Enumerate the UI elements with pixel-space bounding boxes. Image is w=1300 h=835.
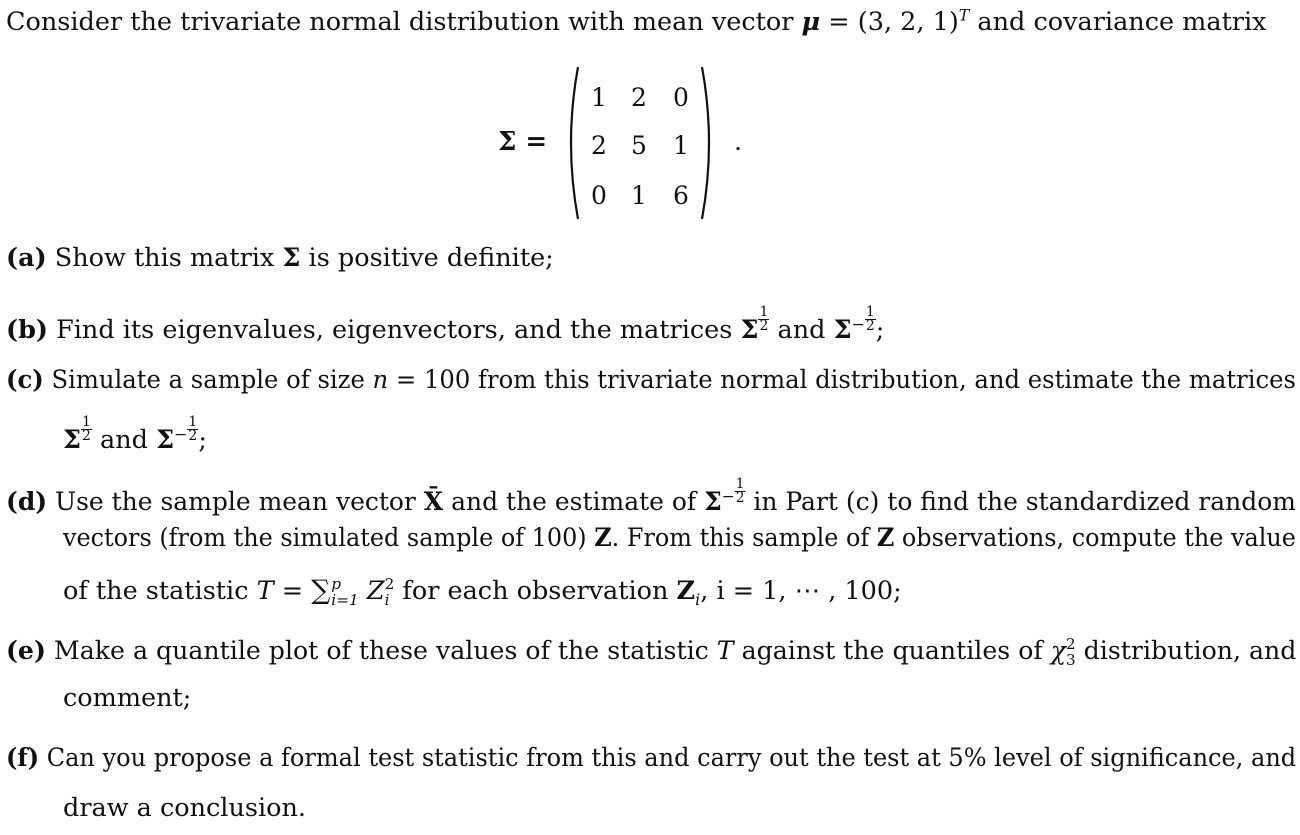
part-c xyxy=(6,365,1296,395)
chi-sup: 2 xyxy=(1066,635,1076,653)
matrix-lhs: Σ = xyxy=(498,127,548,157)
part-e-label: (e) xyxy=(6,636,46,667)
part-c-and: and xyxy=(91,425,157,456)
part-c-label: (c) xyxy=(6,365,44,395)
part-f-line2 xyxy=(63,793,306,823)
frac-den: 2 xyxy=(188,428,198,445)
frac-den: 2 xyxy=(865,318,875,335)
sum-symbol: ∑ xyxy=(311,575,331,607)
matrix-cell: 2 xyxy=(591,131,607,160)
part-d-line3-c: , i = 1, ⋯ , 100; xyxy=(700,576,902,607)
chi-symbol: χ xyxy=(1050,636,1067,667)
half-exponent xyxy=(758,306,769,334)
part-c-text: Simulate a sample of size xyxy=(43,365,373,395)
neg-sign: − xyxy=(174,424,188,444)
n-symbol: n xyxy=(372,365,389,395)
half-exponent xyxy=(865,306,876,334)
frac-num: 1 xyxy=(188,414,198,430)
matrix-cell: 1 xyxy=(673,131,689,160)
part-d-line3-b: for each observation xyxy=(394,576,677,607)
part-f-label: (f) xyxy=(6,743,40,773)
matrix-cell: 0 xyxy=(673,83,689,112)
part-d-label: (d) xyxy=(6,487,48,518)
part-f xyxy=(6,743,1297,773)
chi-sub: 3 xyxy=(1066,651,1076,670)
frac-den: 2 xyxy=(759,318,769,335)
xbar-symbol: X̄ xyxy=(423,487,444,518)
part-d-line2 xyxy=(63,523,1296,553)
sigma-symbol: Σ xyxy=(740,315,759,346)
equals-sign: = xyxy=(273,576,312,607)
part-d xyxy=(6,478,1296,516)
t-symbol: T xyxy=(716,636,734,667)
sum-limits xyxy=(331,576,358,608)
sigma-symbol: Σ xyxy=(63,425,82,456)
part-b-text: Find its eigenvalues, eigenvectors, and the matrices xyxy=(47,315,741,346)
matrix-cell: 0 xyxy=(591,181,607,210)
z-symbol: Z xyxy=(676,576,696,607)
right-paren xyxy=(698,63,718,223)
left-paren xyxy=(562,63,582,223)
part-d-line2-b: . From this sample of xyxy=(611,523,877,553)
part-e-line2 xyxy=(63,683,192,713)
part-a xyxy=(6,243,554,273)
part-b-and: and xyxy=(769,315,834,346)
intro-text-a: Consider the trivariate normal distribution with mean vector xyxy=(6,7,802,37)
matrix-cell: 6 xyxy=(673,181,689,210)
z-symbol: Z xyxy=(876,523,895,553)
frac-den: 2 xyxy=(735,490,745,507)
i-sub: i xyxy=(695,590,701,610)
frac-num: 1 xyxy=(735,476,745,492)
sum-upper: p xyxy=(331,575,342,593)
frac-num: 1 xyxy=(759,304,769,320)
part-d-line2-c: observations, compute the value xyxy=(894,523,1296,553)
part-c-text-b: = 100 from this trivariate normal distribution, and estimate the matrices xyxy=(388,365,1296,395)
part-b-label: (b) xyxy=(6,315,48,346)
part-b xyxy=(6,306,884,344)
part-a-text: Show this matrix xyxy=(46,243,283,273)
intro-line xyxy=(6,5,1267,37)
half-exponent xyxy=(187,416,198,444)
sigma-symbol: Σ xyxy=(282,243,301,273)
transpose-sup: T xyxy=(958,5,970,25)
matrix-period: . xyxy=(734,127,743,157)
mu-symbol: μ xyxy=(801,7,821,37)
intro-text-b: and covariance matrix xyxy=(969,7,1267,37)
part-e xyxy=(6,636,1296,668)
mean-vector: = (3, 2, 1) xyxy=(820,7,959,37)
frac-den: 2 xyxy=(82,428,91,445)
part-e-text: Make a quantile plot of these values of the statistic xyxy=(45,636,717,667)
part-e-line2-text: comment; xyxy=(63,683,192,713)
matrix-cell: 1 xyxy=(631,181,647,210)
sum-lower: i=1 xyxy=(331,591,359,610)
part-a-text-end: is positive definite; xyxy=(300,243,554,273)
part-d-line2-a: vectors (from the simulated sample of 100) xyxy=(63,523,595,553)
matrix-cell: 2 xyxy=(631,83,647,112)
frac-num: 1 xyxy=(865,304,875,320)
matrix-cell: 5 xyxy=(631,131,647,160)
part-f-text: Can you propose a formal test statistic from this and carry out the test at 5% level of significance, and xyxy=(39,743,1297,773)
i-sub: i xyxy=(384,591,390,610)
part-b-end: ; xyxy=(875,315,885,346)
square-sup: 2 xyxy=(384,575,395,593)
part-c-end: ; xyxy=(198,425,207,456)
t-symbol: T xyxy=(256,576,274,607)
chi-scripts xyxy=(1066,636,1076,668)
zi-symbol: Z xyxy=(366,576,385,607)
half-exponent xyxy=(81,416,92,444)
part-e-text-c: distribution, and xyxy=(1075,636,1297,667)
half-exponent xyxy=(735,478,746,506)
part-d-line3-a: of the statistic xyxy=(63,576,257,607)
neg-sign: − xyxy=(721,486,735,506)
part-d-text: Use the sample mean vector xyxy=(47,487,424,518)
part-d-text-b: and the estimate of xyxy=(443,487,705,518)
z-symbol: Z xyxy=(594,523,612,553)
part-d-line3 xyxy=(63,576,902,608)
part-a-label: (a) xyxy=(6,243,47,273)
part-f-line2-text: draw a conclusion. xyxy=(63,793,306,823)
part-c-line2 xyxy=(63,416,207,454)
covariance-matrix xyxy=(498,63,758,223)
sigma-symbol: Σ xyxy=(156,425,175,456)
sigma-symbol: Σ xyxy=(833,315,852,346)
zi-scripts xyxy=(385,576,395,608)
frac-num: 1 xyxy=(82,414,91,430)
sigma-symbol: Σ xyxy=(704,487,722,518)
matrix-cell: 1 xyxy=(591,83,607,112)
part-d-text-c: in Part (c) to find the standardized random xyxy=(745,487,1296,518)
part-e-text-b: against the quantiles of xyxy=(733,636,1051,667)
neg-sign: − xyxy=(851,314,865,334)
